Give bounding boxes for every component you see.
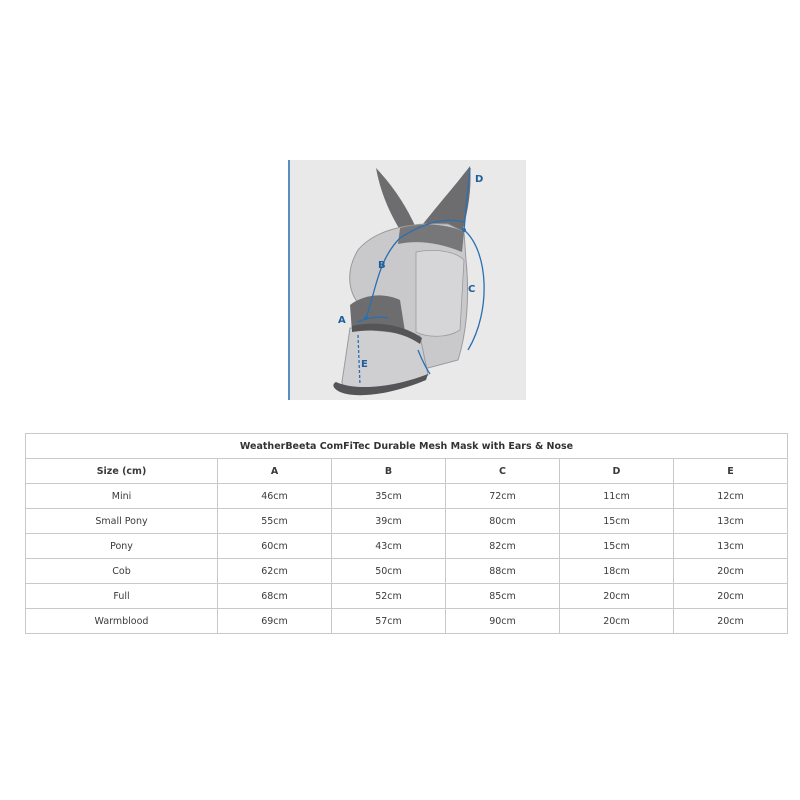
value-e: 12cm [674,484,788,509]
label-c: C [468,284,476,295]
value-b: 35cm [332,484,446,509]
value-a: 60cm [218,534,332,559]
value-e: 20cm [674,584,788,609]
value-d: 11cm [560,484,674,509]
left-ear [376,168,416,230]
value-c: 82cm [446,534,560,559]
value-e: 20cm [674,559,788,584]
value-d: 18cm [560,559,674,584]
value-b: 43cm [332,534,446,559]
value-e: 13cm [674,509,788,534]
size-name: Warmblood [26,609,218,634]
value-c: 85cm [446,584,560,609]
label-d: D [475,174,484,185]
value-d: 20cm [560,609,674,634]
table-row [26,509,788,534]
size-name: Cob [26,559,218,584]
value-d: 20cm [560,584,674,609]
table-row [26,609,788,634]
value-c: 80cm [446,509,560,534]
table-row [26,559,788,584]
header-e: E [674,459,788,484]
size-name: Pony [26,534,218,559]
measure-point [462,228,466,232]
value-c: 88cm [446,559,560,584]
header-c: C [446,459,560,484]
header-a: A [218,459,332,484]
header-d: D [560,459,674,484]
mask-illustration [288,160,526,400]
value-c: 90cm [446,609,560,634]
value-a: 62cm [218,559,332,584]
value-a: 69cm [218,609,332,634]
size-chart-table [25,433,788,634]
mask-diagram [288,160,526,400]
value-a: 55cm [218,509,332,534]
value-b: 39cm [332,509,446,534]
size-name: Full [26,584,218,609]
value-d: 15cm [560,534,674,559]
size-name: Small Pony [26,509,218,534]
value-d: 15cm [560,509,674,534]
value-e: 20cm [674,609,788,634]
table-row [26,484,788,509]
header-b: B [332,459,446,484]
label-a: A [338,315,346,326]
size-name: Mini [26,484,218,509]
table-title-row [26,434,788,459]
value-a: 46cm [218,484,332,509]
eye-cup [416,250,464,336]
table-header-row [26,459,788,484]
value-e: 13cm [674,534,788,559]
label-b: B [378,260,386,271]
measure-point [364,316,368,320]
value-b: 57cm [332,609,446,634]
label-e: E [361,359,368,370]
table-row [26,584,788,609]
value-a: 68cm [218,584,332,609]
value-b: 52cm [332,584,446,609]
table-row [26,534,788,559]
header-size: Size (cm) [26,459,218,484]
value-c: 72cm [446,484,560,509]
table-title: WeatherBeeta ComFiTec Durable Mesh Mask with Ears & Nose [26,434,788,459]
value-b: 50cm [332,559,446,584]
